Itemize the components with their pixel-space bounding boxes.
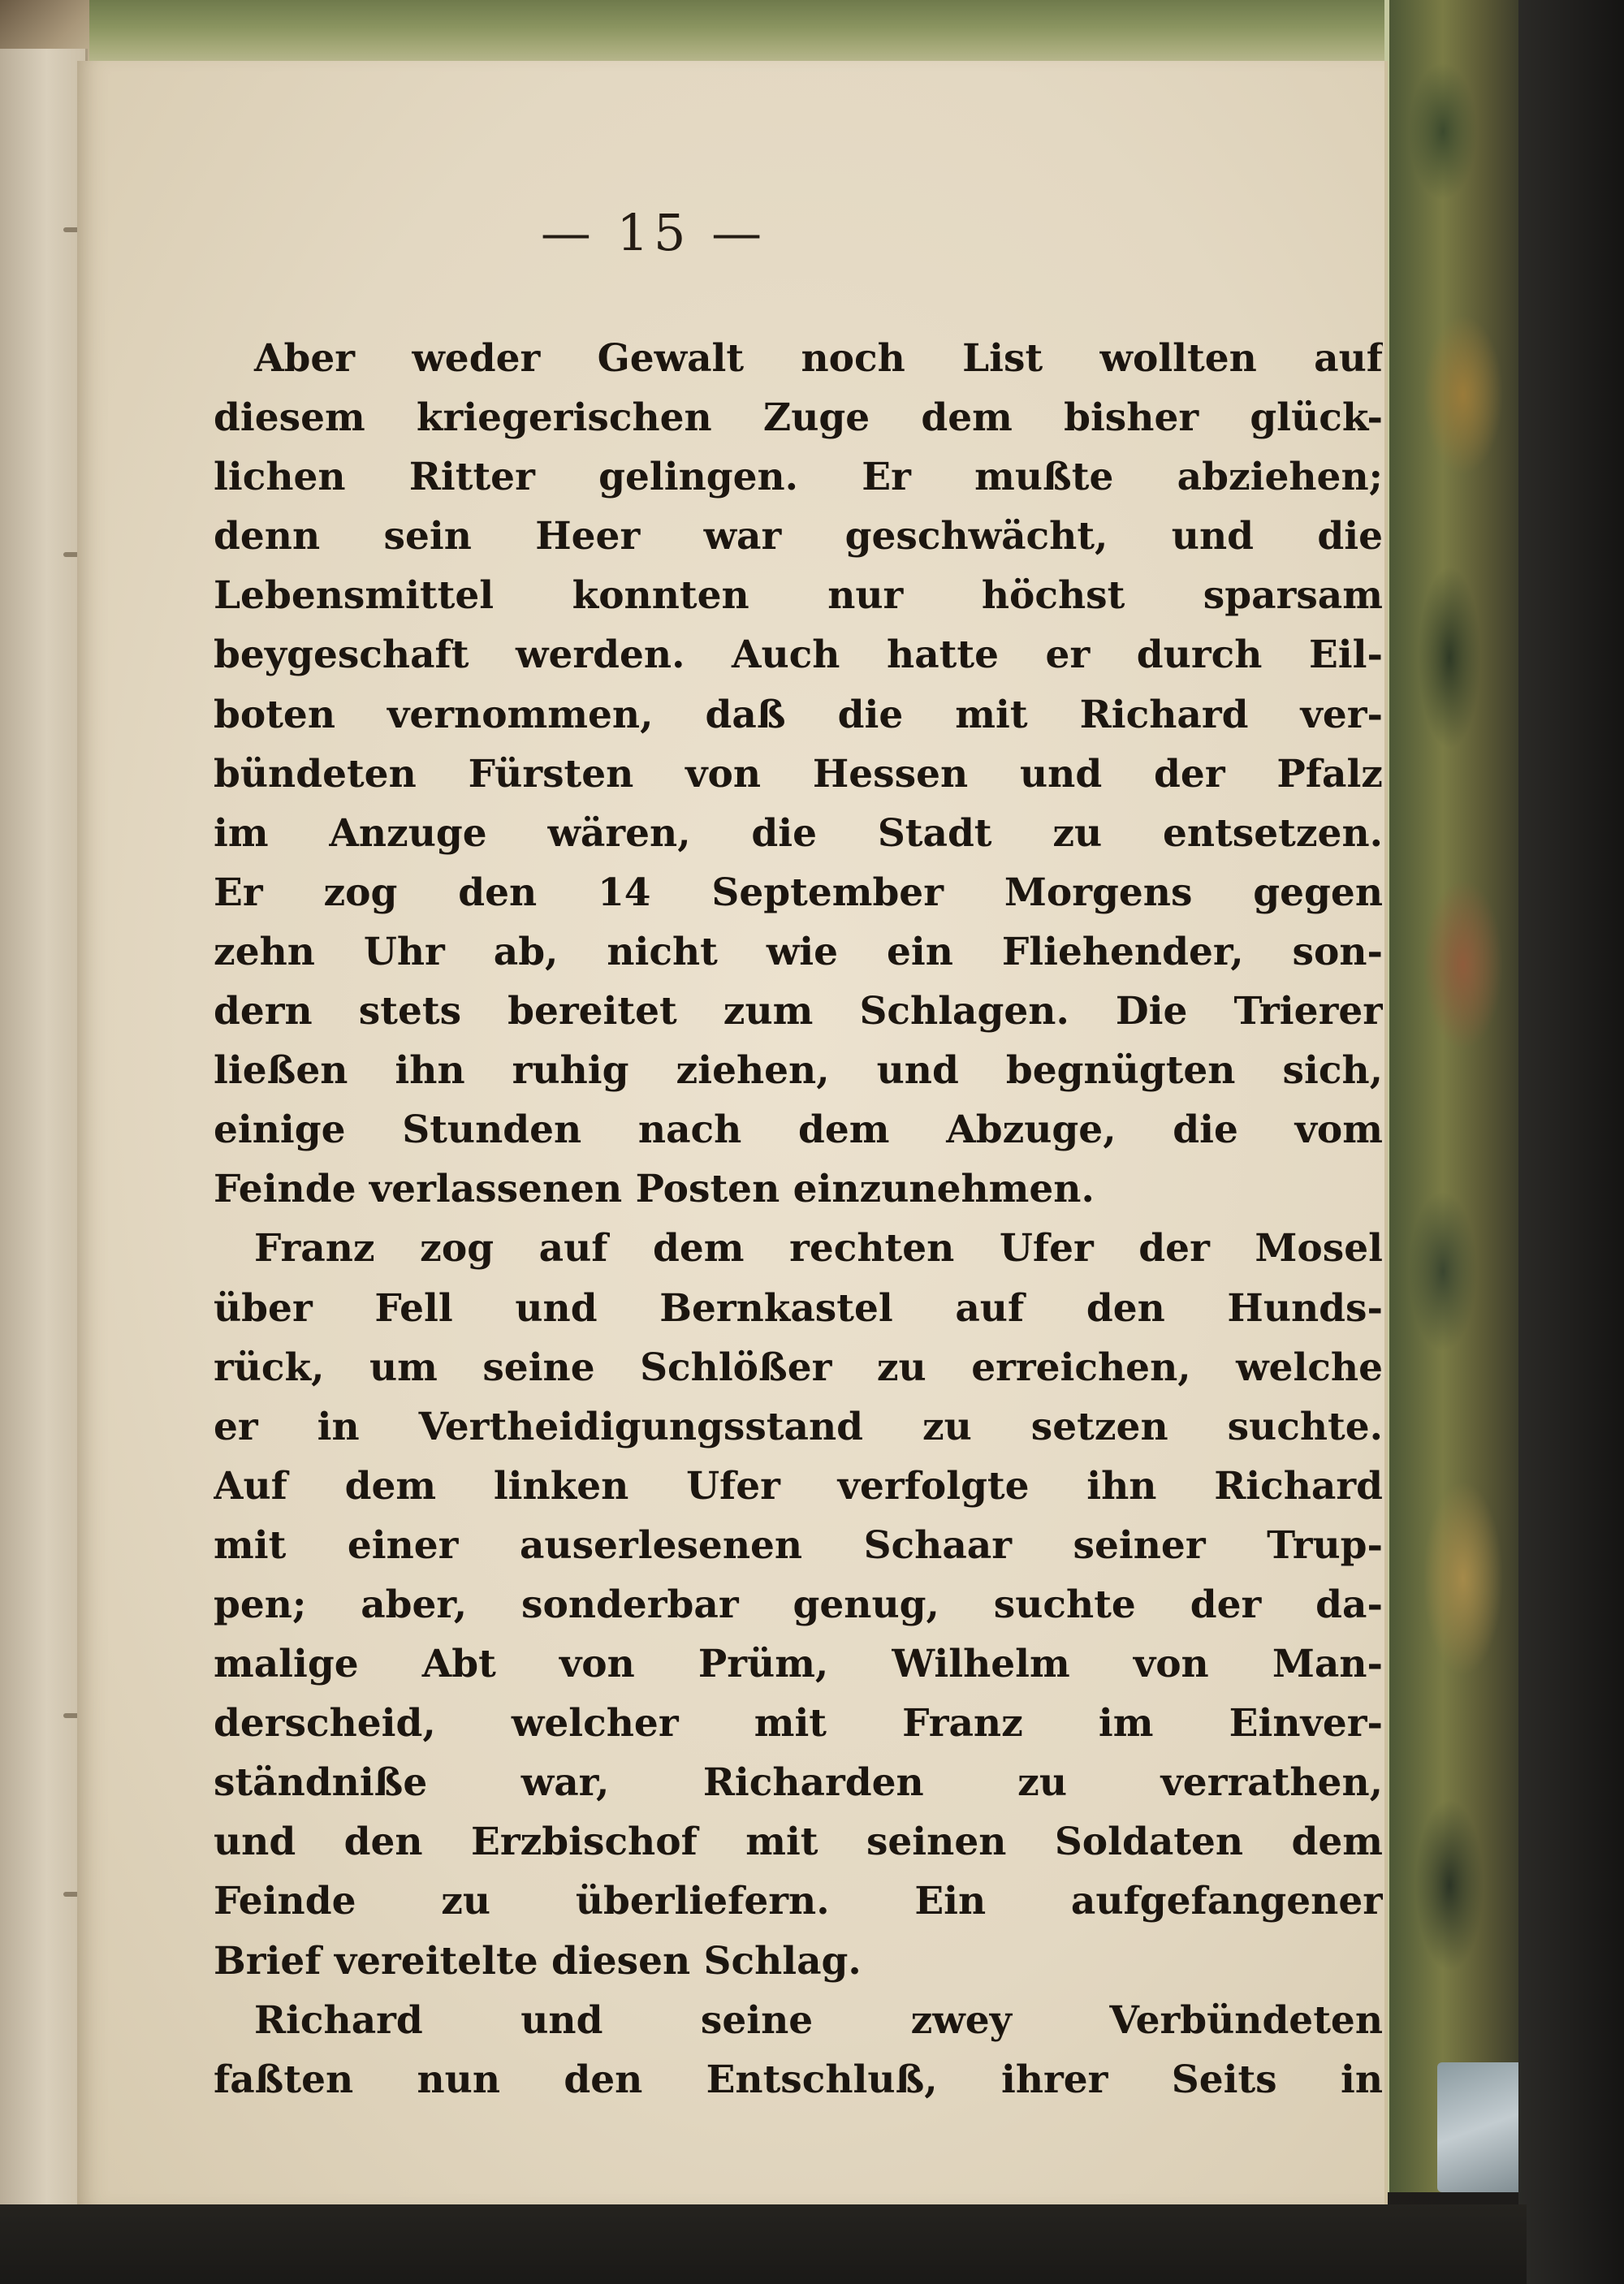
text-line: bündeten Fürsten von Hessen und der Pfalz — [214, 751, 1383, 797]
background-right — [1518, 0, 1624, 2284]
text-line: Lebensmittel konnten nur höchst sparsam — [214, 573, 1383, 619]
text-line: ließen ihn ruhig ziehen, und begnügten sich, — [214, 1048, 1383, 1094]
text-line: boten vernommen, daß die mit Richard ver- — [214, 692, 1383, 737]
marbled-cover — [1384, 0, 1523, 2192]
text-line: Richard und seine zwey Verbündeten — [254, 1997, 1383, 2043]
text-line: Er zog den 14 September Morgens gegen — [214, 870, 1383, 915]
text-line: faßten nun den Entschluß, ihrer Seits in — [214, 2057, 1383, 2102]
text-line: mit einer auserlesenen Schaar seiner Trup- — [214, 1522, 1383, 1568]
page-number: — 15 — — [540, 203, 767, 262]
text-line: und den Erzbischof mit seinen Soldaten dem — [214, 1820, 1383, 1865]
text-line: er in Vertheidigungsstand zu setzen suchte. — [214, 1404, 1383, 1449]
text-line: Franz zog auf dem rechten Ufer der Mosel — [254, 1226, 1383, 1272]
text-line: Brief vereitelte diesen Schlag. — [214, 1938, 862, 1984]
cover-corner-piece — [1437, 2062, 1527, 2192]
text-line: pen; aber, sonderbar genug, suchte der da- — [214, 1582, 1383, 1627]
previous-page-edge — [0, 49, 88, 2284]
text-line: Feinde verlassenen Posten einzunehmen. — [214, 1167, 1095, 1212]
text-line: derscheid, welcher mit Franz im Einver- — [214, 1701, 1383, 1746]
text-line: über Fell und Bernkastel auf den Hunds- — [214, 1285, 1383, 1331]
text-line: Auf dem linken Ufer verfolgte ihn Richard — [214, 1463, 1383, 1509]
background-bottom — [0, 2204, 1527, 2284]
text-line: im Anzuge wären, die Stadt zu entsetzen. — [214, 810, 1383, 856]
text-line: malige Abt von Prüm, Wilhelm von Man- — [214, 1642, 1383, 1687]
book-page — [77, 61, 1388, 2204]
text-line: zehn Uhr ab, nicht wie ein Fliehender, son- — [214, 929, 1383, 974]
text-line: dern stets bereitet zum Schlagen. Die Trierer — [214, 989, 1383, 1034]
text-line: diesem kriegerischen Zuge dem bisher glück- — [214, 395, 1383, 441]
text-line: lichen Ritter gelingen. Er mußte abziehen; — [214, 455, 1383, 500]
text-line: Aber weder Gewalt noch List wollten auf — [254, 336, 1383, 381]
text-line: einige Stunden nach dem Abzuge, die vom — [214, 1107, 1383, 1153]
text-line: beygeschaft werden. Auch hatte er durch Eil- — [214, 633, 1383, 678]
text-line: rück, um seine Schlößer zu erreichen, welche — [214, 1345, 1383, 1390]
body-text — [214, 329, 1383, 2109]
text-line: denn sein Heer war geschwächt, und die — [214, 514, 1383, 559]
text-line: Feinde zu überliefern. Ein aufgefangener — [214, 1879, 1383, 1924]
text-line: ständniße war, Richarden zu verrathen, — [214, 1760, 1383, 1806]
